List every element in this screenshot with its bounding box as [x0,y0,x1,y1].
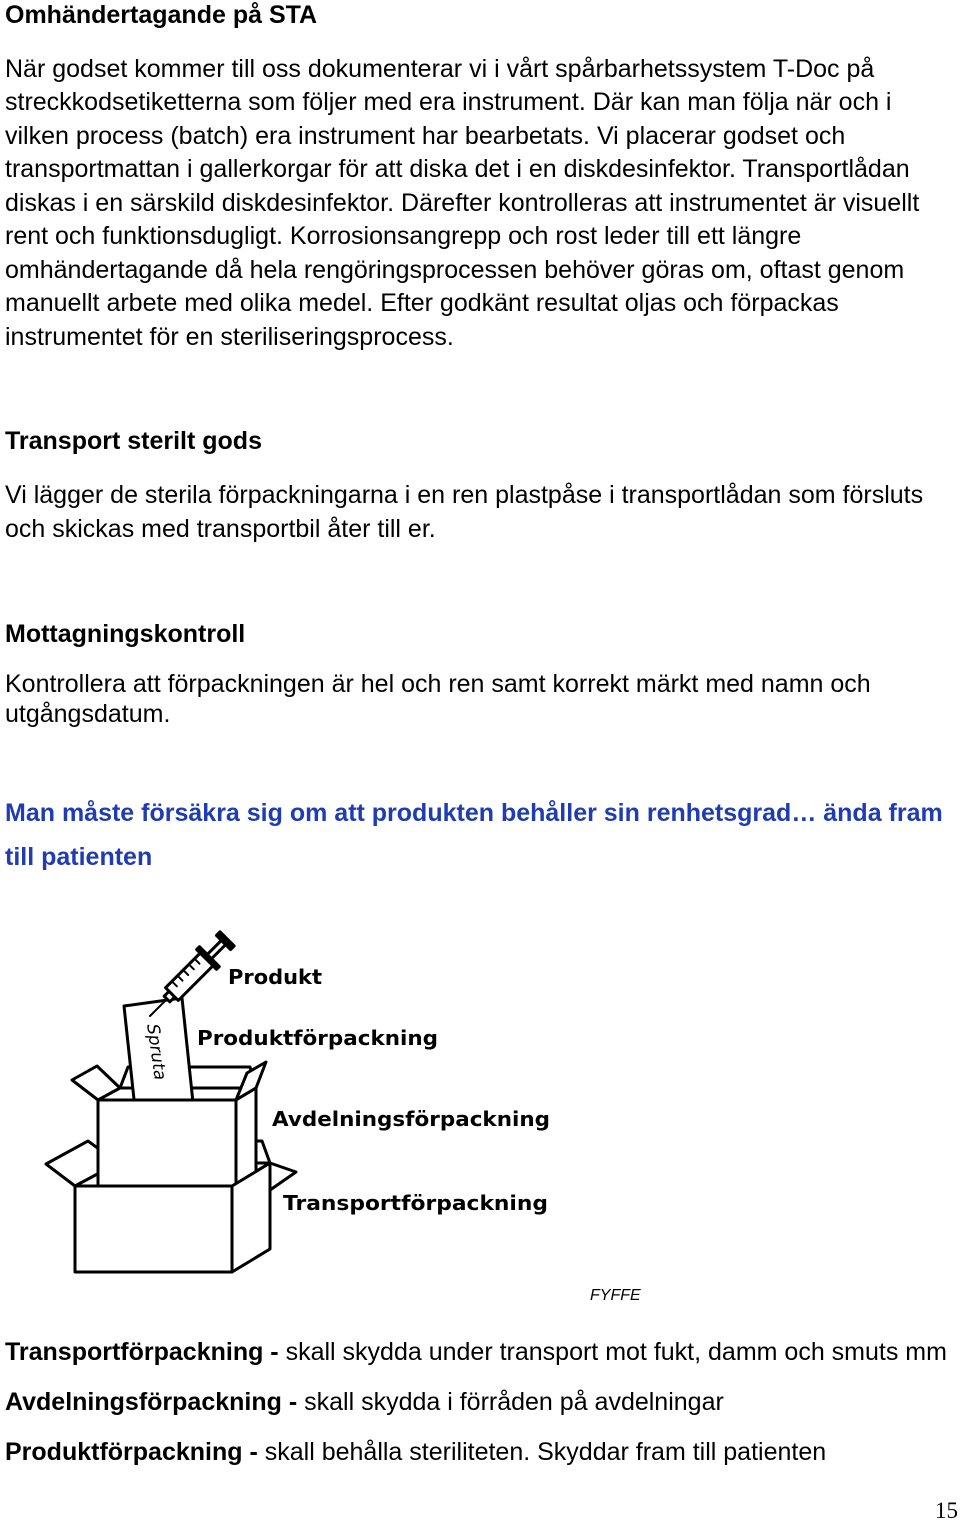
definition-description: skall behålla steriliteten. Skyddar fram till patienten [264,1438,827,1466]
transport-box-front [75,1186,232,1272]
paragraph-line: När godset kommer till oss dokumenterar vi i vårt spårbarhetssystem T-Doc på [5,55,875,83]
section-heading-sta: Omhändertagande på STA [5,1,318,29]
paragraph-line: streckkodsetiketterna som följer med era instrument. Där kan man följa när och i [5,88,892,116]
definition-term: Produktförpackning - [5,1438,258,1466]
product-package-handwriting: Spruta [142,1022,170,1082]
definition-term: Transportförpackning - [5,1338,279,1366]
definition-description: skall skydda i förråden på avdelningar [304,1388,724,1416]
paragraph-line: Kontrollera att förpackningen är hel och ren samt korrekt märkt med namn och [5,670,871,698]
paragraph-line: transportmattan i gallerkorgar för att diska det i en diskdesinfektor. Transportlådan [5,155,910,183]
label-department-package: Avdelningsförpackning [272,1107,550,1131]
page-number: 15 [935,1498,958,1523]
syringe-icon [140,929,237,1026]
section-heading-reception: Mottagningskontroll [5,620,246,648]
paragraph-line: Vi lägger de sterila förpackningarna i en ren plastpåse i transportlådan som försluts [5,481,924,509]
paragraph-line: och skickas med transportbil åter till er. [5,515,436,543]
paragraph-line: diskas i en särskild diskdesinfektor. Därefter kontrolleras att instrumentet är visuellt [5,189,920,217]
label-transport-package: Transportförpackning [283,1191,548,1215]
department-box-left-flap [72,1066,120,1100]
highlight-line: Man måste försäkra sig om att produkten behåller sin renhetsgrad… ända fram [5,799,943,827]
definition-term: Avdelningsförpackning - [5,1388,298,1416]
paragraph-line: omhändertagande då hela rengöringsprocessen behöver göras om, oftast genom [5,256,905,284]
packaging-illustration [0,900,600,1300]
paragraph-line: rent och funktionsdugligt. Korrosionsangrepp och rost leder till ett längre [5,222,802,250]
definition-item-product [5,1437,826,1467]
label-product: Produkt [228,965,323,989]
illustration-caption: FYFFE [590,1287,641,1304]
paragraph-line: utgångsdatum. [5,700,171,728]
label-product-package: Produktförpackning [197,1026,438,1050]
highlight-line: till patienten [5,843,153,871]
definition-description: skall skydda under transport mot fukt, damm och smuts mm [285,1338,947,1366]
paragraph-line: instrumentet för en steriliseringsprocess. [5,323,454,351]
definition-item-transport [5,1337,947,1367]
paragraph-line: manuellt arbete med olika medel. Efter godkänt resultat oljas och förpackas [5,289,839,317]
paragraph-line: vilken process (batch) era instrument har bearbetats. Vi placerar godset och [5,122,846,150]
department-box-front [98,1100,236,1196]
section-heading-transport: Transport sterilt gods [5,427,262,455]
definition-item-department [5,1387,724,1417]
